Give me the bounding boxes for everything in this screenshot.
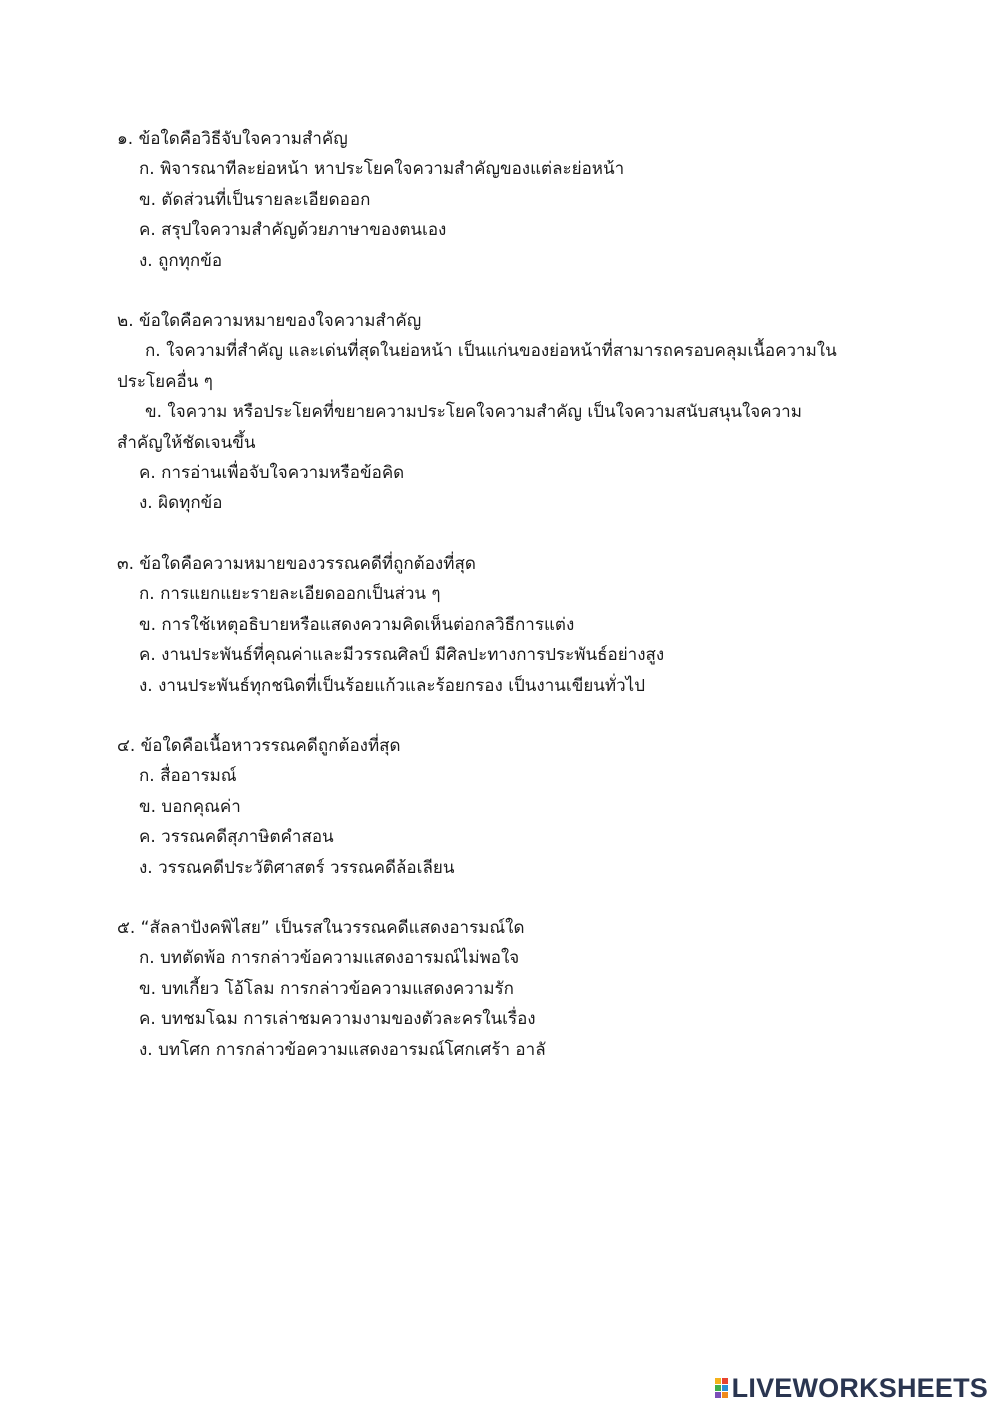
question-stem: ๓. ข้อใดคือความหมายของวรรณคดีที่ถูกต้องที่สุด — [117, 554, 476, 574]
liveworksheets-watermark — [715, 1372, 988, 1404]
answer-option[interactable]: ก. การแยกแยะรายละเอียดออกเป็นส่วน ๆ — [139, 584, 441, 605]
question-stem: ๕. “สัลลาปังคพิไสย” เป็นรสในวรรณคดีแสดงอารมณ์ใด — [117, 918, 525, 938]
question-1 — [117, 124, 847, 276]
answer-option[interactable]: ค. สรุปใจความสำคัญด้วยภาษาของตนเอง — [139, 220, 447, 241]
answer-option[interactable]: ก. ใจความที่สำคัญ และเด่นที่สุดในย่อหน้า เป็นแก่นของย่อหน้าที่สามารถครอบคลุมเนื้อความในประโยคอื่น ๆ — [117, 341, 837, 392]
answer-option[interactable]: ข. บอกคุณค่า — [139, 796, 241, 817]
question-stem: ๑. ข้อใดคือวิธีจับใจความสำคัญ — [117, 129, 348, 149]
answer-option[interactable]: ค. วรรณคดีสุภาษิตคำสอน — [139, 827, 334, 848]
answer-option[interactable]: ก. สื่ออารมณ์ — [139, 766, 237, 787]
answer-option[interactable]: ค. งานประพันธ์ที่คุณค่าและมีวรรณศิลป์ มีศิลปะทางการประพันธ์อย่างสูง — [139, 645, 665, 666]
answer-option[interactable]: ข. บทเกี้ยว โอ้โลม การกล่าวข้อความแสดงความรัก — [139, 978, 514, 999]
answer-option[interactable]: ข. การใช้เหตุอธิบายหรือแสดงความคิดเห็นต่อกลวิธีการแต่ง — [139, 614, 575, 635]
answer-option[interactable]: ง. ถูกทุกข้อ — [139, 250, 223, 271]
answer-option[interactable]: ง. บทโศก การกล่าวข้อความแสดงอารมณ์โศกเศร้า อาลั — [139, 1039, 546, 1060]
answer-option[interactable]: ง. วรรณคดีประวัติศาสตร์ วรรณคดีล้อเลียน — [139, 857, 455, 878]
answer-option[interactable]: ก. พิจารณาทีละย่อหน้า หาประโยคใจความสำคัญของแต่ละย่อหน้า — [139, 159, 625, 180]
liveworksheets-logo-icon — [715, 1378, 728, 1398]
answer-option[interactable]: ค. การอ่านเพื่อจับใจความหรือข้อคิด — [139, 463, 405, 484]
question-5 — [117, 913, 847, 1065]
answer-option[interactable]: ก. บทตัดพ้อ การกล่าวข้อความแสดงอารมณ์ไม่พอใจ — [139, 948, 520, 969]
question-4 — [117, 731, 847, 883]
question-stem: ๒. ข้อใดคือความหมายของใจความสำคัญ — [117, 311, 422, 331]
question-stem: ๔. ข้อใดคือเนื้อหาวรรณคดีถูกต้องที่สุด — [117, 736, 401, 756]
answer-option[interactable]: ข. ใจความ หรือประโยคที่ขยายความประโยคใจความสำคัญ เป็นใจความสนับสนุนใจความสำคัญให้ชัดเจนขึ้น — [117, 402, 802, 453]
answer-option[interactable]: ง. งานประพันธ์ทุกชนิดที่เป็นร้อยแก้วและร้อยกรอง เป็นงานเขียนทั่วไป — [139, 675, 645, 696]
answer-option[interactable]: ข. ตัดส่วนที่เป็นรายละเอียดออก — [139, 189, 371, 210]
question-2 — [117, 306, 847, 519]
watermark-text: LIVEWORKSHEETS — [731, 1372, 988, 1403]
answer-option[interactable]: ค. บทชมโฉม การเล่าชมความงามของตัวละครในเรื่อง — [139, 1009, 536, 1030]
answer-option[interactable]: ง. ผิดทุกข้อ — [139, 493, 223, 514]
question-3 — [117, 549, 847, 701]
